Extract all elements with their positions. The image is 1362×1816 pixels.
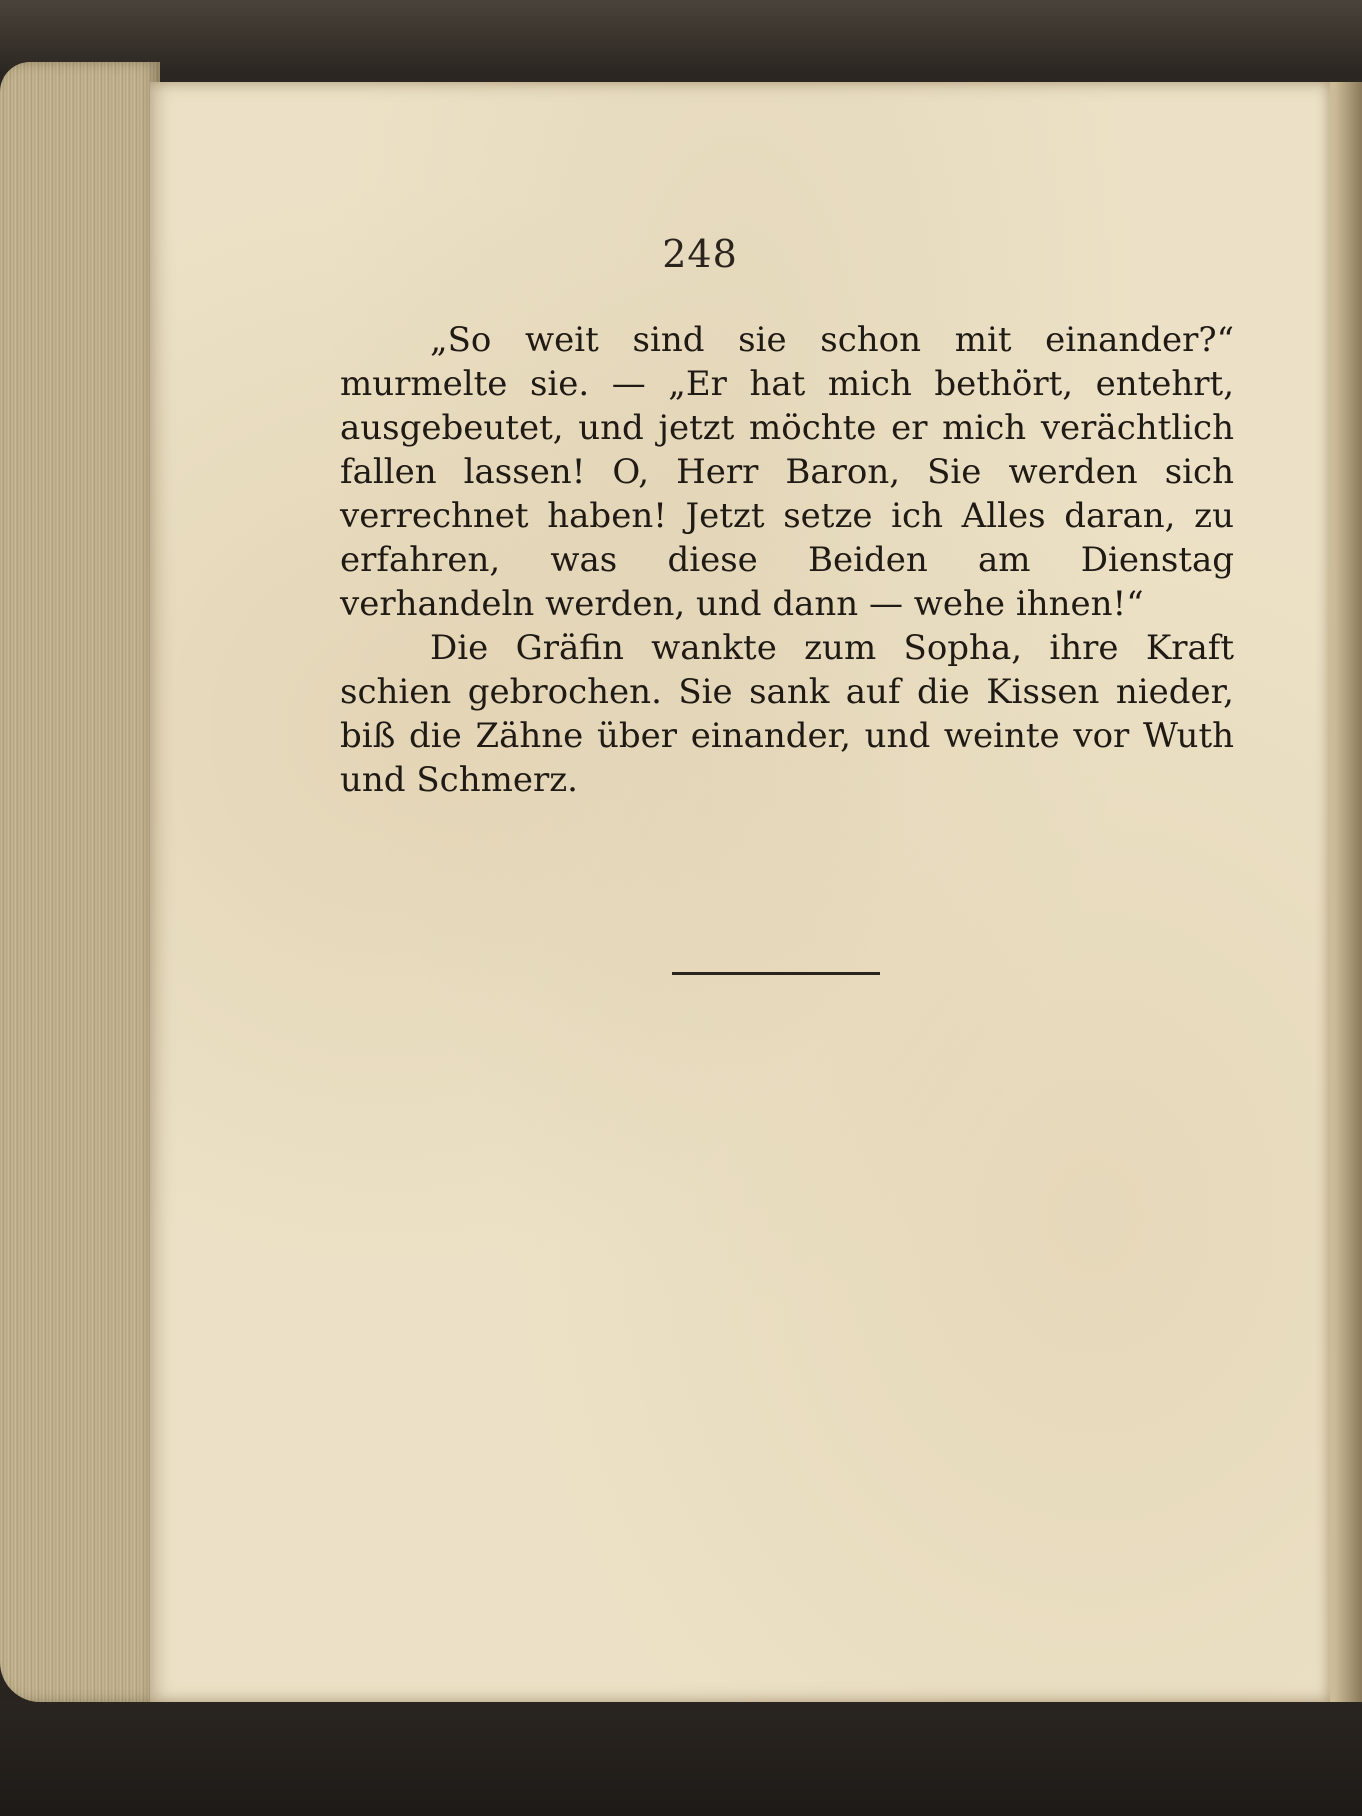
book-cover-top (0, 0, 1362, 70)
section-end-rule (672, 972, 880, 975)
book-cover-bottom (0, 1702, 1362, 1816)
paragraph-1: „So weit sind sie schon mit einander?“ murmelte sie. — „Er hat mich bethört, entehrt, ausgebeutet, und jetzt möchte er mich verächtlich fallen lassen! O, Herr Baron, Sie werden sich verrechnet haben! Jetzt setze ich Alles daran, zu erfahren, was diese Beiden am Dienstag verhandeln werden, und dann — wehe ihnen!“ (340, 320, 1234, 624)
page-edges-stack (0, 62, 160, 1702)
page-number: 248 (662, 232, 738, 276)
paragraph-2: Die Gräfin wankte zum Sopha, ihre Kraft schien gebrochen. Sie sank auf die Kissen nieder, biß die Zähne über einander, und weinte vor Wuth und Schmerz. (340, 628, 1234, 800)
body-text (340, 318, 1234, 802)
